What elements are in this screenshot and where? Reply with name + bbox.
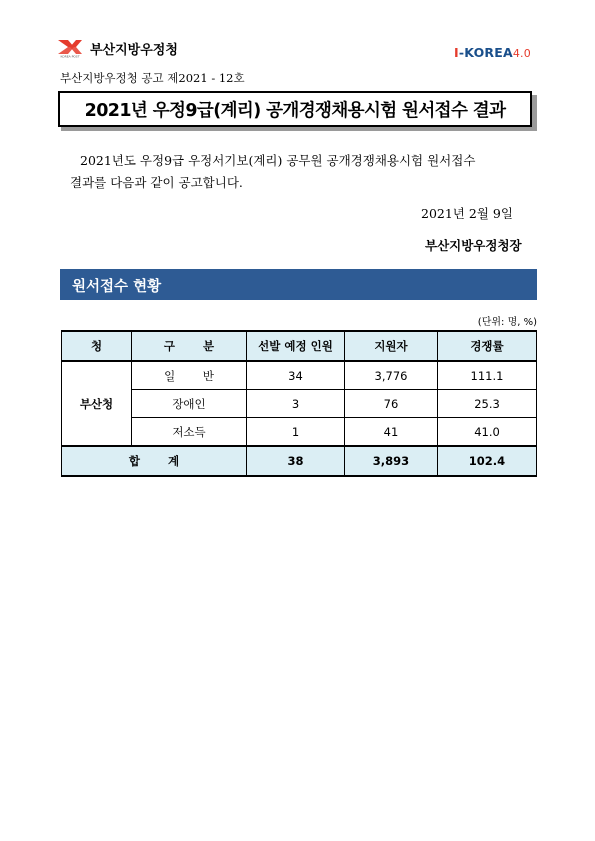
ratio-cell: 41.0 — [438, 418, 537, 447]
i-korea-logo-number: 4.0 — [512, 47, 531, 60]
column-header-region: 청 — [62, 331, 132, 361]
applicants-cell: 41 — [345, 418, 438, 447]
table-header-row — [62, 331, 537, 361]
category-cell: 장애인 — [132, 390, 247, 418]
notice-number: 부산지방우정청 공고 제2021 - 12호 — [60, 71, 245, 85]
column-header-category: 구 분 — [132, 331, 247, 361]
title-banner — [58, 91, 532, 127]
i-korea-logo-korea: -KOREA — [458, 45, 513, 60]
planned-cell: 3 — [247, 390, 345, 418]
planned-cell: 1 — [247, 418, 345, 447]
applicants-cell: 3,776 — [345, 361, 438, 390]
total-label-cell: 합 계 — [62, 446, 247, 476]
category-cell: 저소득 — [132, 418, 247, 447]
applicants-cell: 76 — [345, 390, 438, 418]
organization-name: 부산지방우정청 — [90, 43, 178, 58]
application-results-table — [61, 330, 537, 477]
announcement-line-2: 결과를 다음과 같이 공고합니다. — [70, 175, 243, 190]
announcement-date: 2021년 2월 9일 — [421, 206, 513, 221]
table-row — [62, 361, 537, 390]
logo-caption: KOREA POST — [60, 54, 80, 58]
ratio-cell: 111.1 — [438, 361, 537, 390]
korea-post-logo-icon — [56, 38, 84, 58]
section-title: 원서접수 현황 — [72, 279, 162, 295]
announcement-signer: 부산지방우정청장 — [425, 238, 522, 253]
table-row — [62, 418, 537, 447]
column-header-planned: 선발 예정 인원 — [247, 331, 345, 361]
planned-cell: 34 — [247, 361, 345, 390]
announcement-body — [70, 150, 540, 194]
total-row — [62, 446, 537, 476]
total-applicants-cell: 3,893 — [345, 446, 438, 476]
i-korea-logo-i: I — [454, 45, 459, 60]
i-korea-logo — [454, 45, 531, 60]
column-header-ratio: 경쟁률 — [438, 331, 537, 361]
announcement-line-1: 2021년도 우정9급 우정서기보(계리) 공무원 공개경쟁채용시험 원서접수 — [80, 153, 476, 168]
table-row — [62, 390, 537, 418]
total-ratio-cell: 102.4 — [438, 446, 537, 476]
ratio-cell: 25.3 — [438, 390, 537, 418]
unit-note: (단위: 명, %) — [477, 317, 537, 328]
category-cell: 일 반 — [132, 361, 247, 390]
page-title: 2021년 우정9급(계리) 공개경쟁채용시험 원서접수 결과 — [84, 100, 506, 121]
column-header-applicants: 지원자 — [345, 331, 438, 361]
region-cell: 부산청 — [62, 361, 132, 446]
total-planned-cell: 38 — [247, 446, 345, 476]
section-header — [60, 269, 537, 300]
